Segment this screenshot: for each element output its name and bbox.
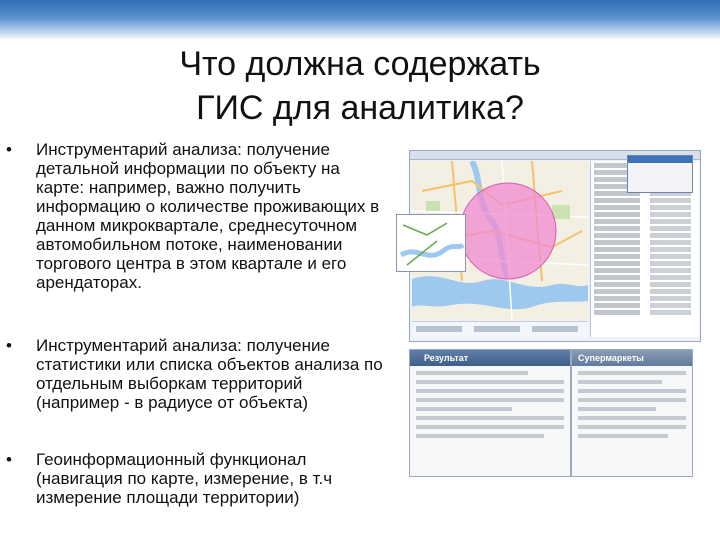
bullet-item — [6, 140, 386, 292]
overview-minimap — [396, 214, 466, 272]
bullet-marker: • — [6, 336, 12, 355]
supermarkets-header: Супермаркеты — [572, 350, 692, 366]
bullet-marker: • — [6, 450, 12, 469]
bullet-item — [6, 450, 386, 507]
map-layer-tabs — [412, 321, 588, 338]
header-band — [0, 0, 720, 40]
result-header: Результат — [410, 350, 570, 366]
bullet-item — [6, 336, 386, 412]
title-line-2: ГИС для аналитика? — [196, 89, 524, 127]
bullet-text: Инструментарий анализа: получение детальной информации по объекту на карте: например, важно получить информацию о количестве проживающих в данном микроквартале, среднесуточном автомобильном потоке, наименовании торгового центра в этом квартале и его арендаторах. — [36, 140, 380, 292]
popup-titlebar — [628, 156, 692, 163]
bullet-text: Геоинформационный функционал (навигация по карте, измерение, в т.ч измерение площади территории) — [36, 450, 333, 507]
bullet-marker: • — [6, 140, 12, 159]
title-line-1: Что должна содержать — [179, 45, 541, 83]
info-popup-window — [627, 155, 693, 193]
slide-title — [100, 42, 620, 130]
selection-result-screenshot — [409, 349, 571, 477]
bullet-text: Инструментарий анализа: получение статистики или списка объектов анализа по отдельным выборкам территорий (например - в радиусе от объекта) — [36, 336, 383, 412]
supermarkets-list-screenshot — [571, 349, 693, 477]
